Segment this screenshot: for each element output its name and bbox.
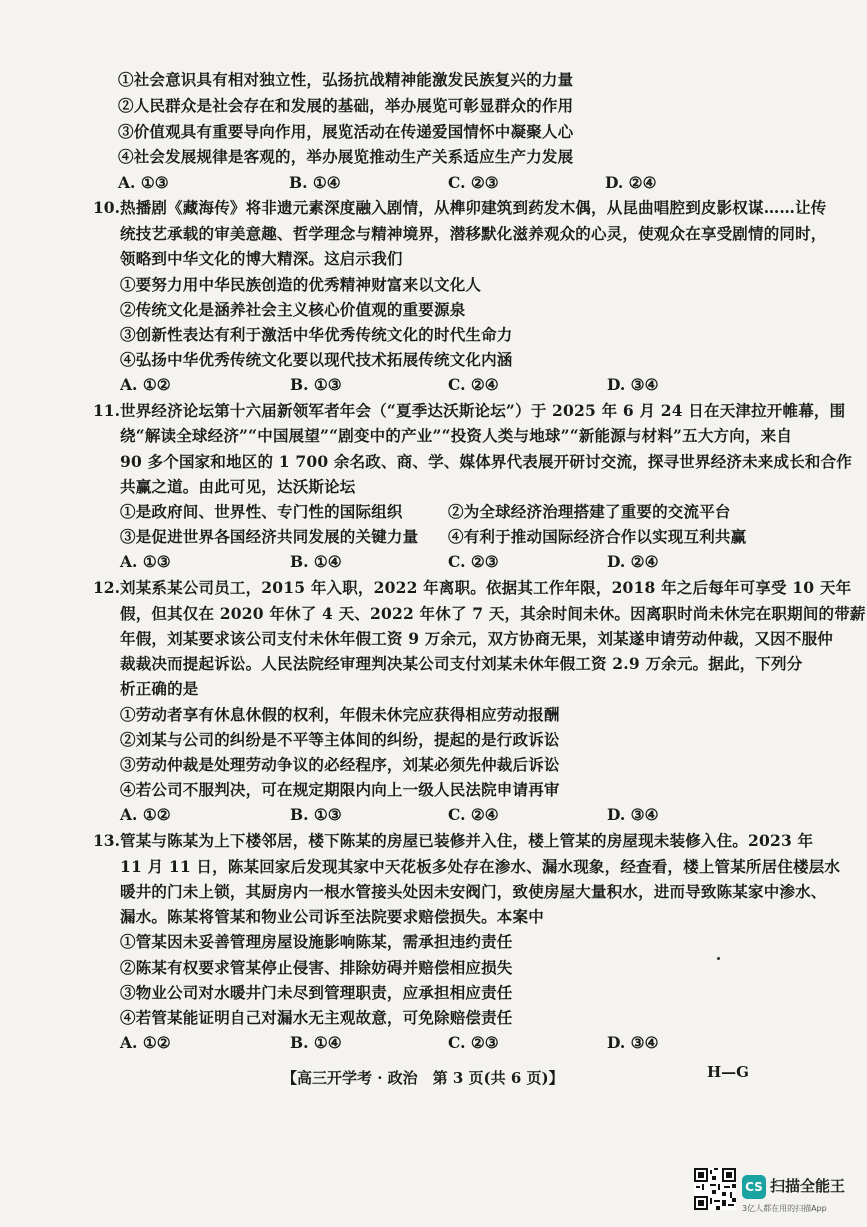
question-13-stem-2: 11 月 11 日，陈某回家后发现其家中天花板多处存在渗水、漏水现象，经查看，楼上管某所居住楼层水 [120,857,841,876]
top-item-2: ②人民群众是社会存在和发展的基础，举办展览可彰显群众的作用 [118,96,574,115]
question-13-stem-3: 暖井的门未上锁，其厨房内一根水管接头处因未安阀门，致使房屋大量积水，进而导致陈某家中渗水、 [120,882,827,901]
top-item-3: ③价值观具有重要导向作用，展览活动在传递爱国情怀中凝聚人心 [118,122,574,141]
question-11-item-4: ④有利于推动国际经济合作以实现互利共赢 [448,527,747,546]
question-12-item-1: ①劳动者享有休息休假的权利，年假未休完应获得相应劳动报酬 [120,705,560,724]
question-13-item-2: ②陈某有权要求管某停止侵害、排除妨碍并赔偿相应损失 [120,958,513,977]
top-option-a: A. ①③ [118,173,169,192]
question-10-number: 10. [93,198,120,217]
question-12-item-2: ②刘某与公司的纠纷是不平等主体间的纠纷，提起的是行政诉讼 [120,730,560,749]
question-11-stem-1: 世界经济论坛第十六届新领军者年会（“夏季达沃斯论坛”）于 2025 年 6 月 24 日在天津拉开帷幕，围 [120,401,846,420]
question-10-option-c: C. ②④ [448,375,499,394]
question-11-option-c: C. ②③ [448,552,499,571]
top-item-4: ④社会发展规律是客观的，举办展览推动生产关系适应生产力发展 [118,147,574,166]
question-13-option-d: D. ③④ [607,1033,659,1052]
question-11-stem-2: 绕“解读全球经济”“中国展望”“剧变中的产业”“投资人类与地球”“新能源与材料”五大方向，来自 [120,426,793,445]
camscanner-name: 扫描全能王 [770,1177,846,1195]
question-11-number: 11. [93,401,120,420]
question-12-item-4: ④若公司不服判决，可在规定期限内向上一级人民法院申请再审 [120,780,560,799]
question-12-stem-1: 刘某系某公司员工，2015 年入职，2022 年离职。依据其工作年限，2018 年之后每年可享受 10 天年 [120,578,852,597]
version-code: H—G [707,1063,749,1081]
question-13-option-a: A. ①② [120,1033,171,1052]
question-11-option-a: A. ①③ [120,552,171,571]
question-10-item-1: ①要努力用中华民族创造的优秀精神财富来以文化人 [120,275,482,294]
question-11-stem-4: 共赢之道。由此可见，达沃斯论坛 [120,477,356,496]
question-11-item-3: ③是促进世界各国经济共同发展的关键力量 [120,527,419,546]
question-11-item-2: ②为全球经济治理搭建了重要的交流平台 [448,502,731,521]
question-10-stem-3: 领略到中华文化的博大精深。这启示我们 [120,249,403,268]
question-12-stem-3: 年假，刘某要求该公司支付未休年假工资 9 万余元，双方协商无果，刘某遂申请劳动仲裁，又因不服仲 [120,629,833,648]
question-12-option-c: C. ②④ [448,805,499,824]
question-11-item-1: ①是政府间、世界性、专门性的国际组织 [120,502,403,521]
question-10-option-b: B. ①③ [290,375,342,394]
question-12-stem-2: 假，但其仅在 2020 年休了 4 天、2022 年休了 7 天，其余时间未休。因离职时尚未休完在职期间的带薪 [120,604,866,623]
question-12-stem-5: 析正确的是 [120,679,199,698]
question-13-option-c: C. ②③ [448,1033,499,1052]
question-10-stem-2: 统技艺承载的审美意趣、哲学理念与精神境界，潜移默化滋养观众的心灵，使观众在享受剧情的同时， [120,224,827,243]
question-12-number: 12. [93,578,120,597]
page-footer: 【高三开学考 · 政治 第 3 页(共 6 页)】 [282,1069,564,1087]
camscanner-logo-icon: CS [742,1175,766,1199]
question-10-item-4: ④弘扬中华优秀传统文化要以现代技术拓展传统文化内涵 [120,350,513,369]
top-option-d: D. ②④ [605,173,657,192]
question-10-item-3: ③创新性表达有利于激活中华优秀传统文化的时代生命力 [120,325,513,344]
question-13-item-4: ④若管某能证明自己对漏水无主观故意，可免除赔偿责任 [120,1008,513,1027]
question-12-stem-4: 裁裁决而提起诉讼。人民法院经审理判决某公司支付刘某未休年假工资 2.9 万余元。据此，下列分 [120,654,803,673]
top-item-1: ①社会意识具有相对独立性，弘扬抗战精神能激发民族复兴的力量 [118,70,574,89]
question-10-stem-1: 热播剧《藏海传》将非遗元素深度融入剧情，从榫卯建筑到药发木偶，从昆曲唱腔到皮影权谋……让传 [120,198,827,217]
question-12-option-b: B. ①③ [290,805,342,824]
question-13-stem-4: 漏水。陈某将管某和物业公司诉至法院要求赔偿损失。本案中 [120,907,544,926]
question-10-option-a: A. ①② [120,375,171,394]
question-11-option-b: B. ①④ [290,552,342,571]
question-10-item-2: ②传统文化是涵养社会主义核心价值观的重要源泉 [120,300,466,319]
question-10-option-d: D. ③④ [607,375,659,394]
qr-code-icon [694,1168,736,1210]
question-12-option-d: D. ③④ [607,805,659,824]
question-13-option-b: B. ①④ [290,1033,342,1052]
question-11-stem-3: 90 多个国家和地区的 1 700 余名政、商、学、媒体界代表展开研讨交流，探寻世界经济未来成长和合作 [120,452,852,471]
question-13-item-1: ①管某因未妥善管理房屋设施影响陈某，需承担违约责任 [120,932,513,951]
question-12-item-3: ③劳动仲裁是处理劳动争议的必经程序，刘某必须先仲裁后诉讼 [120,755,560,774]
question-12-option-a: A. ①② [120,805,171,824]
scan-speck [717,957,720,960]
question-13-item-3: ③物业公司对水暖井门未尽到管理职责，应承担相应责任 [120,983,513,1002]
question-11-option-d: D. ②④ [607,552,659,571]
camscanner-tagline: 3亿人都在用的扫描App [742,1204,827,1213]
top-option-b: B. ①④ [289,173,341,192]
question-13-number: 13. [93,831,120,850]
question-13-stem-1: 管某与陈某为上下楼邻居，楼下陈某的房屋已装修并入住，楼上管某的房屋现未装修入住。2023 年 [120,831,814,850]
top-option-c: C. ②③ [448,173,499,192]
